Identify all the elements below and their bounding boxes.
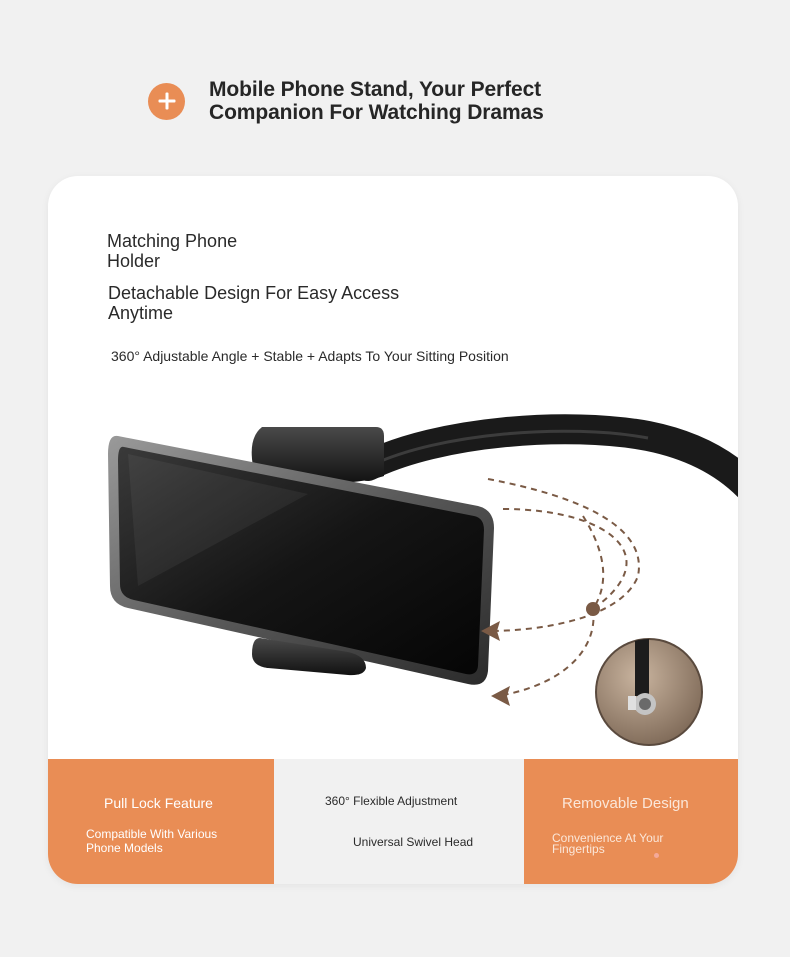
removable-panel: [524, 759, 738, 884]
pull-lock-panel: [48, 759, 274, 884]
phone-holder-image: [48, 176, 738, 759]
adjustment-subtitle: Universal Swivel Head: [353, 835, 474, 849]
plus-icon: [148, 83, 185, 120]
feature-tagline: 360° Adjustable Angle + Stable + Adapts To Your Sitting Position: [111, 348, 509, 364]
product-card: [48, 176, 738, 884]
adjustment-title: 360° Flexible Adjustment: [325, 794, 458, 808]
adjustment-panel: [274, 759, 524, 884]
decorative-dot: [654, 853, 659, 858]
header: [148, 78, 569, 124]
removable-title: Removable Design: [562, 795, 689, 812]
feature-detachable-text: Detachable Design For Easy Access Anytime: [108, 283, 400, 323]
feature-holder-text: Matching Phone Holder: [107, 231, 238, 271]
page-title: Mobile Phone Stand, Your Perfect Companion For Watching Dramas: [209, 78, 544, 124]
feature-bar: [48, 759, 738, 884]
removable-subtitle: Convenience At Your Fingertips: [552, 831, 664, 856]
pull-lock-title: Pull Lock Feature: [104, 795, 213, 811]
pull-lock-subtitle: Compatible With Various Phone Models: [86, 827, 218, 855]
